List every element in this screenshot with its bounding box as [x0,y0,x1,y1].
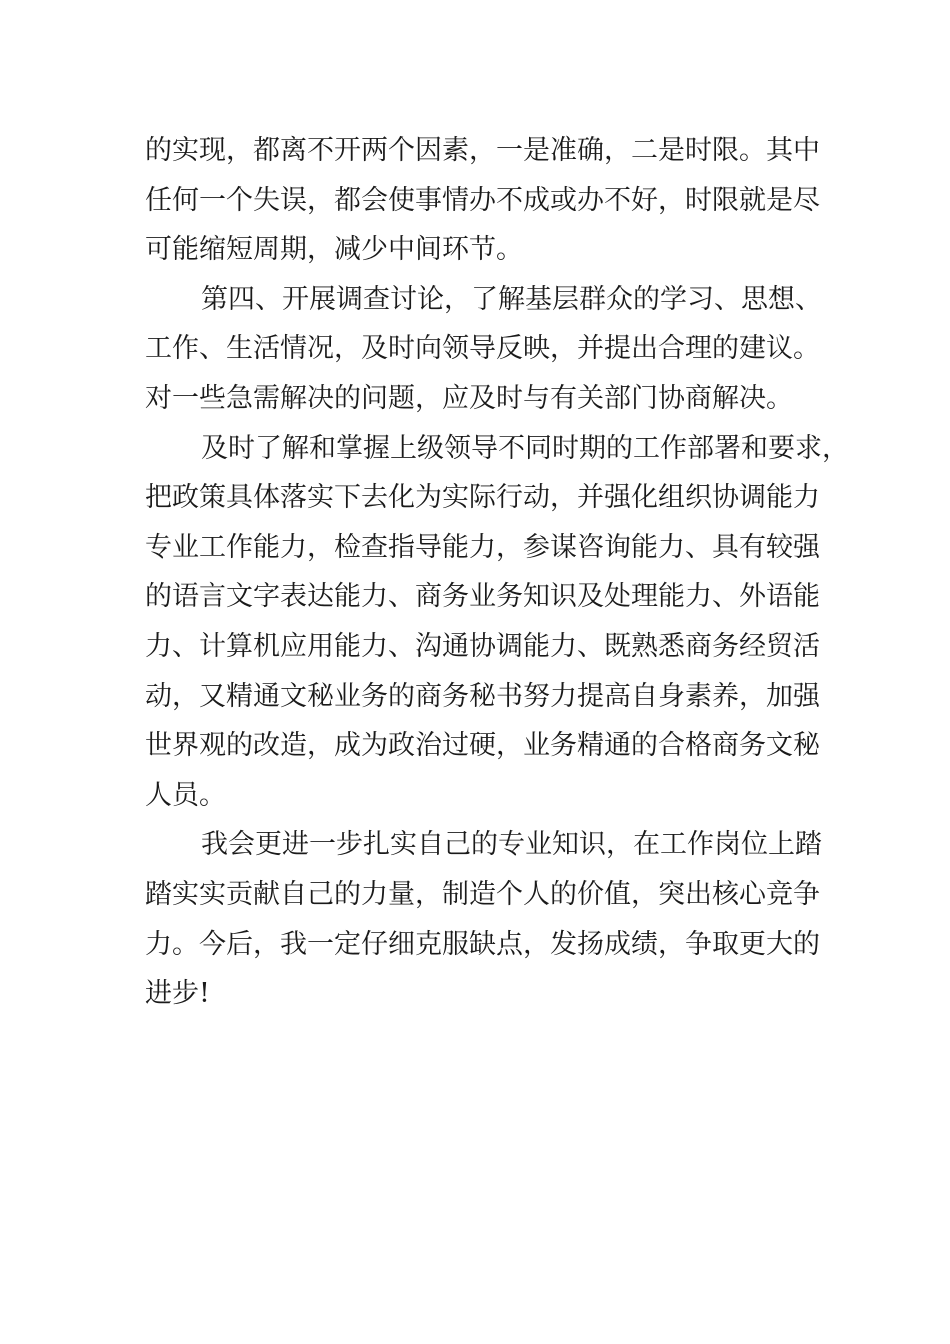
text-line: 专业工作能力，检查指导能力，参谋咨询能力、具有较强 [145,531,820,563]
text-line: 力。今后，我一定仔细克服缺点，发扬成绩，争取更大的 [145,928,820,960]
paragraph-first-line: 及时了解和掌握上级领导不同时期的工作部署和要求， [201,432,849,464]
document-body [145,126,849,1019]
paragraph-first-line: 第四、开展调查讨论，了解基层群众的学习、思想、 [201,283,822,315]
text-line: 工作、生活情况，及时向领导反映，并提出合理的建议。 [145,333,820,365]
text-line: 踏实实贡献自己的力量，制造个人的价值，突出核心竞争 [145,878,820,910]
text-line: 人员。 [145,779,226,811]
paragraph-first-line: 我会更进一步扎实自己的专业知识，在工作岗位上踏 [201,829,822,861]
text-line: 的语言文字表达能力、商务业务知识及处理能力、外语能 [145,581,820,613]
text-line: 世界观的改造，成为政治过硬，业务精通的合格商务文秘 [145,730,820,762]
text-line: 把政策具体落实下去化为实际行动，并强化组织协调能力 [145,482,820,514]
text-line: 进步! [145,978,210,1010]
text-line: 力、计算机应用能力、沟通协调能力、既熟悉商务经贸活 [145,630,820,662]
text-line: 动，又精通文秘业务的商务秘书努力提高自身素养，加强 [145,680,820,712]
text-line: 任何一个失误，都会使事情办不成或办不好，时限就是尽 [145,184,820,216]
text-line: 的实现，都离不开两个因素，一是准确，二是时限。其中 [145,135,820,166]
text-line: 可能缩短周期，减少中间环节。 [145,234,523,266]
text-line: 对一些急需解决的问题，应及时与有关部门协商解决。 [145,382,793,414]
